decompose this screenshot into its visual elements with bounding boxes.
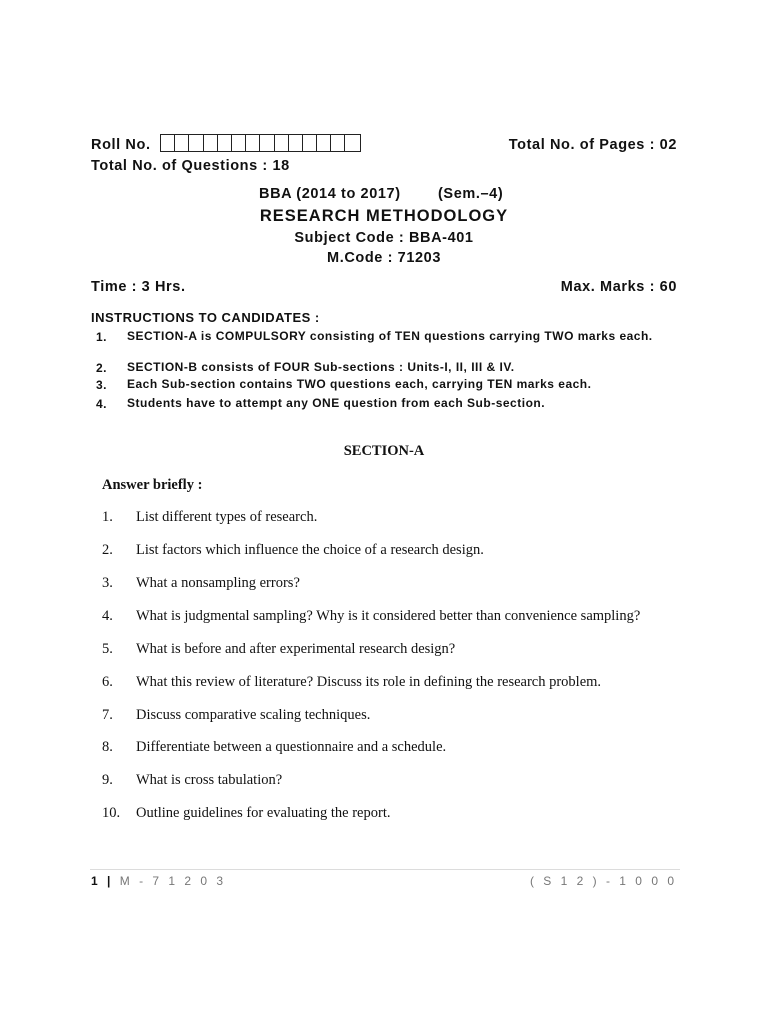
- footer-paper-code: ( S 1 2 ) - 1 0 0 0: [529, 874, 677, 888]
- question-number: 3.: [102, 575, 113, 591]
- footer-divider: [90, 869, 680, 870]
- question-number: 1.: [102, 509, 113, 525]
- roll-number-box[interactable]: [303, 135, 317, 151]
- question-number: 5.: [102, 641, 113, 657]
- instruction-number: 1.: [96, 330, 108, 344]
- total-questions: Total No. of Questions : 18: [91, 158, 290, 174]
- semester-label: (Sem.–4): [438, 186, 504, 202]
- roll-number-box[interactable]: [317, 135, 331, 151]
- subject-code: Subject Code : BBA-401: [294, 230, 474, 246]
- time-allowed: Time : 3 Hrs.: [91, 279, 186, 295]
- question-text: Outline guidelines for evaluating the report.: [136, 805, 391, 821]
- question-number: 6.: [102, 674, 113, 690]
- question-number: 4.: [102, 608, 113, 624]
- question-text: Differentiate between a questionnaire and a schedule.: [136, 739, 447, 755]
- total-pages: Total No. of Pages : 02: [508, 137, 677, 153]
- roll-number-box[interactable]: [175, 135, 189, 151]
- instructions-heading: INSTRUCTIONS TO CANDIDATES :: [91, 310, 320, 325]
- instruction-text: Each Sub-section contains TWO questions each, carrying TEN marks each.: [127, 377, 592, 391]
- question-number: 2.: [102, 542, 113, 558]
- instruction-number: 3.: [96, 378, 108, 392]
- roll-number-box[interactable]: [331, 135, 345, 151]
- question-text: List factors which influence the choice of a research design.: [136, 542, 484, 558]
- instruction-text: SECTION-A is COMPULSORY consisting of TEN questions carrying TWO marks each.: [127, 329, 653, 343]
- roll-number-box[interactable]: [289, 135, 303, 151]
- roll-number-box[interactable]: [189, 135, 203, 151]
- question-text: What is judgmental sampling? Why is it considered better than convenience sampling?: [136, 608, 641, 624]
- roll-number-boxes[interactable]: [160, 134, 361, 152]
- question-text: List different types of research.: [136, 509, 318, 525]
- footer-left: [91, 874, 226, 888]
- roll-number-box[interactable]: [246, 135, 260, 151]
- question-text: What is before and after experimental research design?: [136, 641, 456, 657]
- question-number: 8.: [102, 739, 113, 755]
- footer-mcode: M - 7 1 2 0 3: [119, 874, 227, 888]
- roll-number-box[interactable]: [204, 135, 218, 151]
- footer-separator: |: [107, 874, 111, 888]
- roll-number-label: Roll No.: [91, 137, 151, 153]
- instruction-number: 2.: [96, 361, 108, 375]
- question-number: 7.: [102, 707, 113, 723]
- roll-number-box[interactable]: [260, 135, 274, 151]
- max-marks: Max. Marks : 60: [560, 279, 677, 295]
- section-a-heading: SECTION-A: [343, 443, 425, 459]
- roll-number-box[interactable]: [218, 135, 232, 151]
- question-text: Discuss comparative scaling techniques.: [136, 707, 371, 723]
- section-a-subheading: Answer briefly :: [102, 477, 203, 493]
- m-code: M.Code : 71203: [327, 250, 441, 266]
- instruction-number: 4.: [96, 397, 108, 411]
- subject-title: RESEARCH METHODOLOGY: [259, 207, 509, 225]
- instruction-text: Students have to attempt any ONE question from each Sub-section.: [127, 396, 546, 410]
- question-text: What a nonsampling errors?: [136, 575, 300, 591]
- roll-number-box[interactable]: [275, 135, 289, 151]
- question-number: 9.: [102, 772, 113, 788]
- question-number: 10.: [102, 805, 121, 821]
- roll-number-box[interactable]: [345, 135, 359, 151]
- course-label: BBA (2014 to 2017): [259, 186, 401, 202]
- question-text: What is cross tabulation?: [136, 772, 283, 788]
- footer-page-number: 1: [91, 874, 98, 888]
- instruction-text: SECTION-B consists of FOUR Sub-sections : Units-I, II, III & IV.: [127, 360, 515, 374]
- question-text: What this review of literature? Discuss its role in defining the research problem.: [136, 674, 602, 690]
- roll-number-box[interactable]: [161, 135, 175, 151]
- roll-number-box[interactable]: [232, 135, 246, 151]
